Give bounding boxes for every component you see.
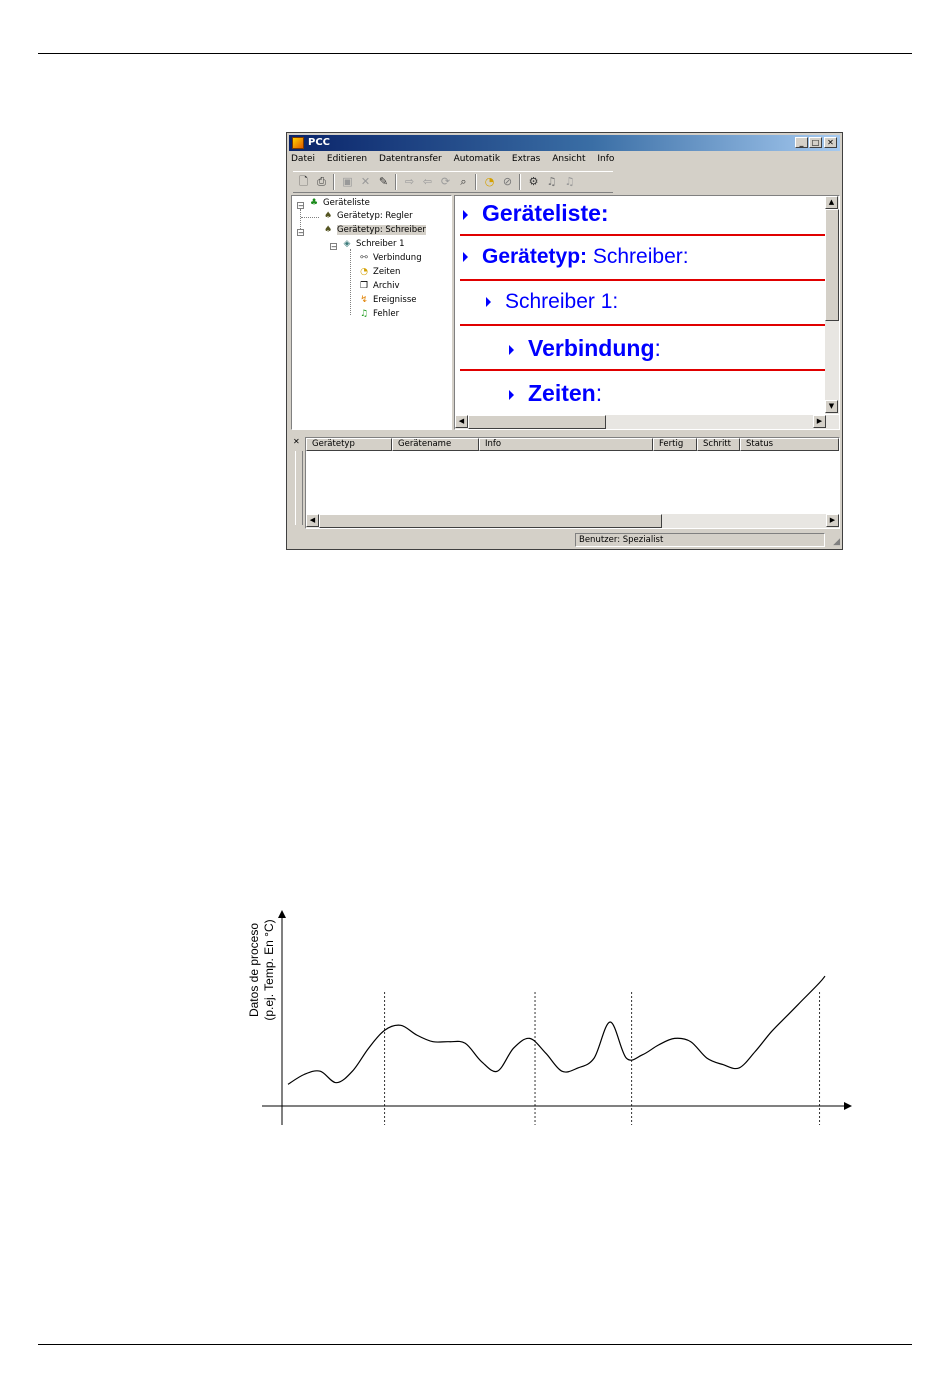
expand-arrow-icon — [509, 345, 514, 355]
divider — [460, 324, 828, 326]
print-preview-icon[interactable]: 🗋 — [299, 175, 308, 188]
tree-item-zeiten[interactable]: ◔ Zeiten — [358, 267, 400, 278]
recorder-icon: ◈ — [343, 239, 351, 249]
scroll-thumb[interactable] — [468, 415, 606, 429]
process-chart — [240, 900, 860, 1135]
content-row-schreiber-1[interactable]: Schreiber 1: — [486, 290, 840, 314]
content-row-geraeteliste[interactable]: Geräteliste: — [463, 200, 831, 227]
footer-rule — [38, 1344, 912, 1345]
expand-arrow-icon — [486, 297, 491, 307]
menu-editieren[interactable]: Editieren — [326, 154, 368, 164]
content-pane — [454, 195, 840, 430]
scroll-right-icon[interactable]: ▶ — [826, 514, 839, 527]
connection-icon: ⚯ — [360, 253, 368, 263]
horizontal-scrollbar[interactable] — [455, 415, 840, 429]
settings-icon[interactable]: ⚙ — [528, 175, 539, 188]
close-panel-icon[interactable]: ✕ — [293, 437, 300, 446]
content-row-verbindung[interactable]: Verbindung: — [509, 335, 840, 362]
print-icon[interactable]: ⎙ — [317, 175, 326, 188]
tree-network-icon: ♣ — [309, 198, 319, 208]
menu-ansicht[interactable]: Ansicht — [552, 154, 586, 164]
properties-icon[interactable]: ▣ — [342, 175, 353, 188]
menu-extras[interactable]: Extras — [511, 154, 541, 164]
bell-icon[interactable]: ♫ — [546, 175, 557, 188]
collapse-schreiber1-icon[interactable]: − — [331, 243, 337, 251]
transfer-out-icon[interactable]: ⇨ — [404, 175, 415, 188]
events-icon: ↯ — [360, 295, 368, 305]
chart-svg — [240, 900, 860, 1135]
minimize-button[interactable]: _ — [795, 137, 808, 148]
column-fertig[interactable]: Fertig — [653, 438, 697, 451]
binoculars-icon[interactable]: ⌕ — [460, 175, 467, 188]
device-tree — [291, 195, 452, 430]
column-info[interactable]: Info — [479, 438, 653, 451]
column-status[interactable]: Status — [740, 438, 839, 451]
job-list — [305, 437, 840, 529]
expand-arrow-icon — [463, 252, 468, 262]
tree-root[interactable]: ♣ Geräteliste — [309, 198, 370, 208]
dock-handle[interactable] — [295, 451, 303, 525]
status-user: Benutzer: Spezialist — [575, 533, 825, 547]
edit-icon[interactable]: ✎ — [378, 175, 389, 188]
column-geraetetyp[interactable]: Gerätetyp — [306, 438, 392, 451]
tree-item-archiv[interactable]: ❐ Archiv — [359, 281, 400, 291]
device-icon: ♠ — [323, 211, 333, 221]
menu-bar — [291, 154, 838, 168]
scroll-up-icon[interactable]: ▲ — [825, 196, 838, 209]
collapse-root-icon[interactable]: − — [298, 202, 304, 210]
header-rule — [38, 53, 912, 54]
tree-item-schreiber[interactable]: ♠ Gerätetyp: Schreiber — [323, 225, 426, 235]
divider — [460, 369, 828, 371]
menu-datei[interactable]: Datei — [291, 154, 316, 164]
content-row-geraetetyp[interactable]: Gerätetyp: Schreiber: — [463, 245, 831, 269]
y-axis-label-line-2: (p.ej. Temp. En °C) — [262, 919, 276, 1021]
collapse-schreiber-icon[interactable]: − — [298, 229, 304, 237]
device-icon: ♠ — [323, 225, 333, 235]
stop-icon[interactable]: ⊘ — [502, 175, 513, 188]
close-button[interactable]: ✕ — [824, 137, 837, 148]
expand-arrow-icon — [463, 210, 468, 220]
list-horizontal-scrollbar[interactable] — [306, 514, 839, 528]
series-line — [288, 976, 825, 1084]
bell-off-icon[interactable]: ♫ — [564, 175, 575, 188]
expand-arrow-icon — [509, 390, 514, 400]
menu-datentransfer[interactable]: Datentransfer — [378, 154, 442, 164]
column-schritt[interactable]: Schritt — [697, 438, 740, 451]
vertical-scrollbar[interactable] — [825, 196, 839, 414]
error-bell-icon: ♫ — [359, 309, 369, 319]
app-icon — [292, 137, 304, 149]
y-axis-label-line-1: Datos de proceso — [247, 922, 261, 1018]
resize-grip-icon[interactable]: ◢ — [833, 537, 840, 547]
scroll-left-icon[interactable]: ◀ — [455, 415, 468, 428]
title-bar[interactable] — [289, 135, 840, 151]
window-title: PCC — [308, 137, 331, 148]
tree-item-regler[interactable]: ♠ Gerätetyp: Regler — [323, 211, 413, 221]
menu-automatik[interactable]: Automatik — [453, 154, 501, 164]
scroll-thumb[interactable] — [319, 514, 662, 528]
content-row-zeiten[interactable]: Zeiten: — [509, 380, 840, 407]
delete-icon[interactable]: ✕ — [360, 175, 371, 188]
transfer-in-icon[interactable]: ⇦ — [422, 175, 433, 188]
scroll-down-icon[interactable]: ▼ — [825, 400, 838, 413]
menu-info[interactable]: Info — [597, 154, 615, 164]
clock-icon: ◔ — [360, 267, 368, 277]
column-geraetename[interactable]: Gerätename — [392, 438, 479, 451]
tree-item-schreiber-1[interactable]: ◈ Schreiber 1 — [341, 239, 405, 250]
vertical-markers — [385, 992, 820, 1125]
scroll-right-icon[interactable]: ▶ — [813, 415, 826, 428]
tree-item-fehler[interactable]: ♫ Fehler — [359, 309, 400, 319]
refresh-icon[interactable]: ⟳ — [440, 175, 451, 188]
clock-icon[interactable]: ◔ — [484, 175, 495, 188]
toolbar — [293, 171, 613, 193]
divider — [460, 279, 828, 281]
archive-icon: ❐ — [359, 281, 369, 291]
scroll-thumb[interactable] — [825, 209, 839, 321]
pcc-window — [286, 132, 843, 550]
scroll-left-icon[interactable]: ◀ — [306, 514, 319, 527]
tree-item-ereignisse[interactable]: ↯ Ereignisse — [358, 295, 417, 306]
maximize-button[interactable]: □ — [809, 137, 822, 148]
tree-item-verbindung[interactable]: ⚯ Verbindung — [358, 253, 422, 264]
divider — [460, 234, 828, 236]
